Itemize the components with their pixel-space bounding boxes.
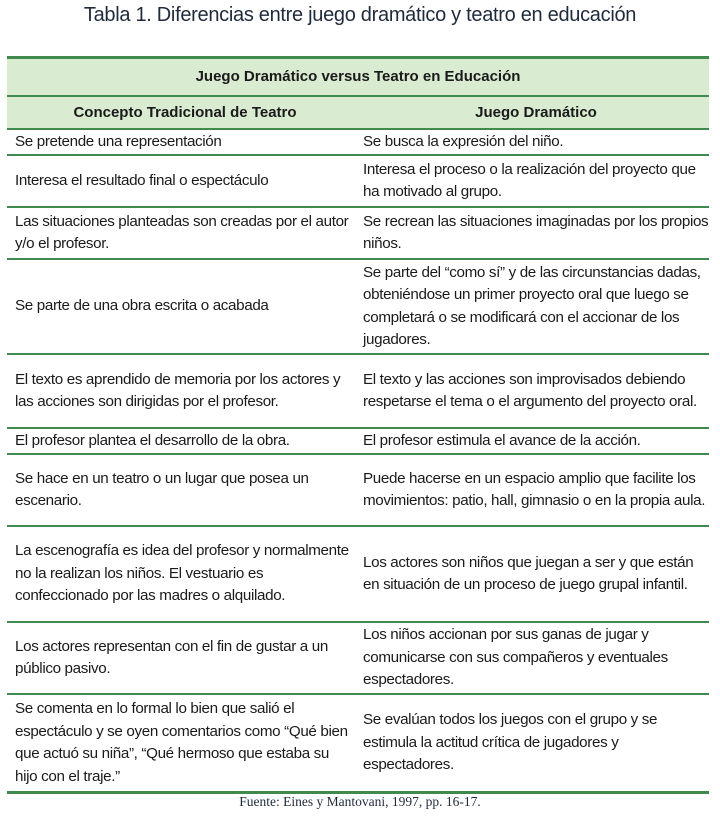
table-title: Tabla 1. Diferencias entre juego dramático y teatro en educación [83,4,637,26]
table-row [7,156,709,208]
cell-dramatic: Los niños accionan por sus ganas de jugar y comunicarse con sus compañeros y eventuales espectadores. [363,626,668,689]
cell-dramatic: Se busca la expresión del niño. [363,132,564,150]
cell-dramatic: Interesa el proceso o la realización del proyecto que ha motivado al grupo. [363,160,696,200]
cell-dramatic: Puede hacerse en un espacio amplio que facilite los movimientos: patio, hall, gimnasio o en la propia aula. [363,469,706,509]
table-row [7,355,709,429]
column-header-traditional: Concepto Tradicional de Teatro [73,104,297,121]
table-row [7,455,709,527]
column-header-dramatic: Juego Dramático [475,104,597,121]
cell-traditional: Los actores representan con el fin de gustar a un público pasivo. [15,637,328,677]
table-row [7,527,709,623]
table-row [7,208,709,260]
cell-dramatic: Se evalúan todos los juegos con el grupo y se estimula la actitud crítica de jugadores y espectadores. [363,711,658,774]
table-row [7,429,709,455]
cell-traditional: El texto es aprendido de memoria por los actores y las acciones son dirigidas por el profesor. [15,370,341,410]
cell-traditional: Se pretende una representación [15,132,222,150]
cell-traditional: Las situaciones planteadas son creadas por el autor y/o el profesor. [15,212,349,252]
cell-traditional: Interesa el resultado final o espectáculo [15,171,269,189]
cell-dramatic: Se recrean las situaciones imaginadas por los propios niños. [363,212,709,252]
cell-traditional: El profesor plantea el desarrollo de la obra. [15,431,290,449]
cell-dramatic: Los actores son niños que juegan a ser y que están en situación de un proceso de juego grupal infantil. [363,553,694,593]
cell-traditional: Se comenta en lo formal lo bien que salió el espectáculo y se oyen comentarios como “Qué bien que actuó su niña”, “Qué hermoso que estaba su hijo con el traje.” [15,700,348,785]
table-row [7,695,709,791]
table-caption: Juego Dramático versus Teatro en Educación [7,59,709,97]
cell-dramatic: El profesor estimula el avance de la acción. [363,431,641,449]
cell-dramatic: Se parte del “como sí” y de las circunstancias dadas, obteniéndose un primer proyecto oral que luego se completará o se modificará con el accionar de los jugadores. [363,263,701,348]
source-note: Fuente: Eines y Mantovani, 1997, pp. 16-17. [239,794,481,809]
cell-traditional: La escenografía es idea del profesor y normalmente no la realizan los niños. El vestuario es confeccionado por las madres o alquilado. [15,542,349,605]
table-row [7,260,709,355]
table-row [7,130,709,156]
column-headers [7,97,709,130]
cell-traditional: Se hace en un teatro o un lugar que posea un escenario. [15,469,309,509]
cell-dramatic: El texto y las acciones son improvisados debiendo respetarse el tema o el argumento del proyecto oral. [363,370,697,410]
cell-traditional: Se parte de una obra escrita o acabada [15,297,269,315]
comparison-table [7,56,709,794]
table-row [7,623,709,695]
